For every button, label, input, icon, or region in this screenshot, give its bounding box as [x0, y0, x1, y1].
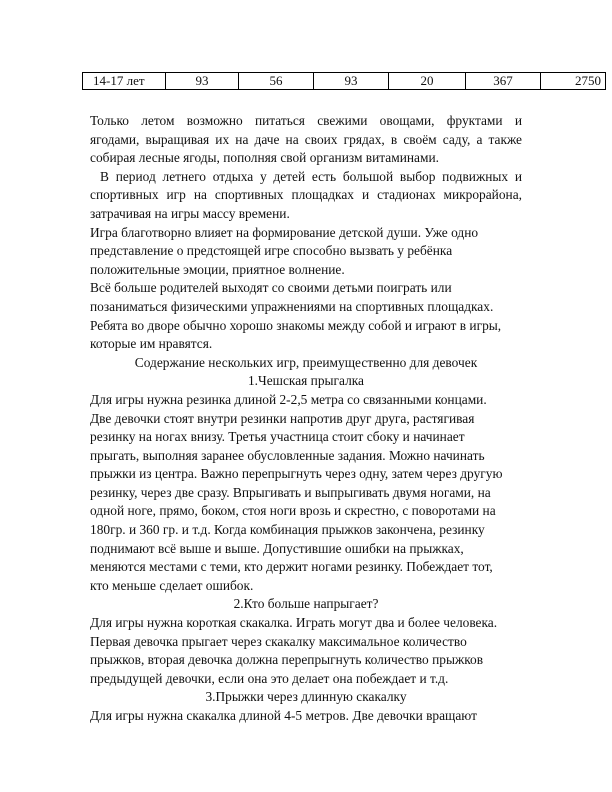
table-cell: 56 [239, 73, 314, 90]
game-title: 3.Прыжки через длинную скакалку [205, 689, 407, 705]
text-line: поднимают всё выше и выше. Допустившие ошибки на прыжках, [90, 540, 464, 556]
text-line: Ребята во дворе обычно хорошо знакомы между собой и играют в игры, [90, 317, 502, 333]
text-line: Для игры нужна резинка длиной 2-2,5 метра со связанными концами. [90, 391, 487, 407]
text-line: Две девочки стоят внутри резинки напротив друг друга, растягивая [90, 410, 475, 426]
paragraph-parents [90, 279, 522, 353]
text-line: резинку на ногах внизу. Третья участница стоит сбоку и начинает [90, 429, 465, 445]
text-line: представление о предстоящей игре способно вызвать у ребёнка [90, 243, 453, 259]
game-section-1 [90, 372, 522, 595]
game-section-3 [90, 688, 522, 725]
text-line: В период летнего отдыха у детей есть большой выбор подвижных и [100, 168, 522, 184]
text-line: прыжки из центра. Важно перепрыгнуть через одну, затем через другую [90, 466, 503, 482]
document-body [90, 112, 522, 726]
text-line: Для игры нужна короткая скакалка. Играть могут два и более человека. [90, 615, 498, 631]
table-cell: 367 [466, 73, 541, 90]
table-cell: 2750 [541, 73, 606, 90]
paragraph-game-influence [90, 224, 522, 280]
paragraph-summer-food [90, 112, 522, 168]
table-row [83, 73, 606, 90]
text-line: положительные эмоции, приятное волнение. [90, 261, 345, 277]
text-line: одной ноге, прямо, боком, стоя ноги врозь и скрестно, с поворотами на [90, 503, 496, 519]
text-line: прыжков, вторая девочка должна перепрыгнуть количество прыжков [90, 652, 484, 668]
text-line: 180гр. и 360 гр. и т.д. Когда комбинация прыжков закончена, резинку [90, 522, 485, 538]
table-cell: 93 [314, 73, 389, 90]
text-line: Для игры нужна скакалка длиной 4-5 метров. Две девочки вращают [90, 708, 477, 723]
table-cell-age: 14-17 лет [83, 73, 166, 90]
paragraph-summer-games [90, 168, 522, 224]
text-line: прыгать, выполняя заранее обусловленные задания. Можно начинать [90, 447, 485, 463]
text-line: резинку, через две сразу. Впрыгивать и выпрыгивать двумя ногами, на [90, 484, 491, 500]
text-line: Только летом возможно питаться свежими овощами, фруктами и [90, 113, 522, 128]
table-cell: 20 [389, 73, 466, 90]
table-cell: 93 [166, 73, 239, 90]
text-line: спортивных игр на спортивных площадках и стадионах микрорайона, [90, 187, 522, 203]
section-title: Содержание нескольких игр, преимущественно для девочек [134, 354, 478, 370]
text-line: которые им нравятся. [90, 336, 213, 352]
text-line: кто меньше сделает ошибок. [90, 577, 254, 593]
text-line: Первая девочка прыгает через скакалку максимальное количество [90, 633, 467, 649]
text-line: предыдущей девочки, если она это делает она побеждает и т.д. [90, 670, 449, 686]
text-line: Всё больше родителей выходят со своими детьми поиграть или [90, 280, 452, 296]
text-line: затрачивая на игры массу времени. [90, 205, 290, 221]
game-title: 2.Кто больше напрыгает? [233, 596, 379, 612]
game-title: 1.Чешская прыгалка [247, 373, 365, 389]
text-line: собирая лесные ягоды, пополняя свой организм витаминами. [90, 150, 439, 166]
text-line: меняются местами с теми, кто держит ногами резинку. Побеждает тот, [90, 559, 493, 575]
text-line: Игра благотворно влияет на формирование детской души. Уже одно [90, 224, 479, 240]
text-line: ягодами, выращивая их на даче на своих грядах, в своём саду, а также [90, 131, 522, 147]
text-line: позаниматься физическими упражнениями на спортивных площадках. [90, 298, 494, 314]
statistics-table [82, 72, 606, 90]
game-section-2 [90, 595, 522, 688]
